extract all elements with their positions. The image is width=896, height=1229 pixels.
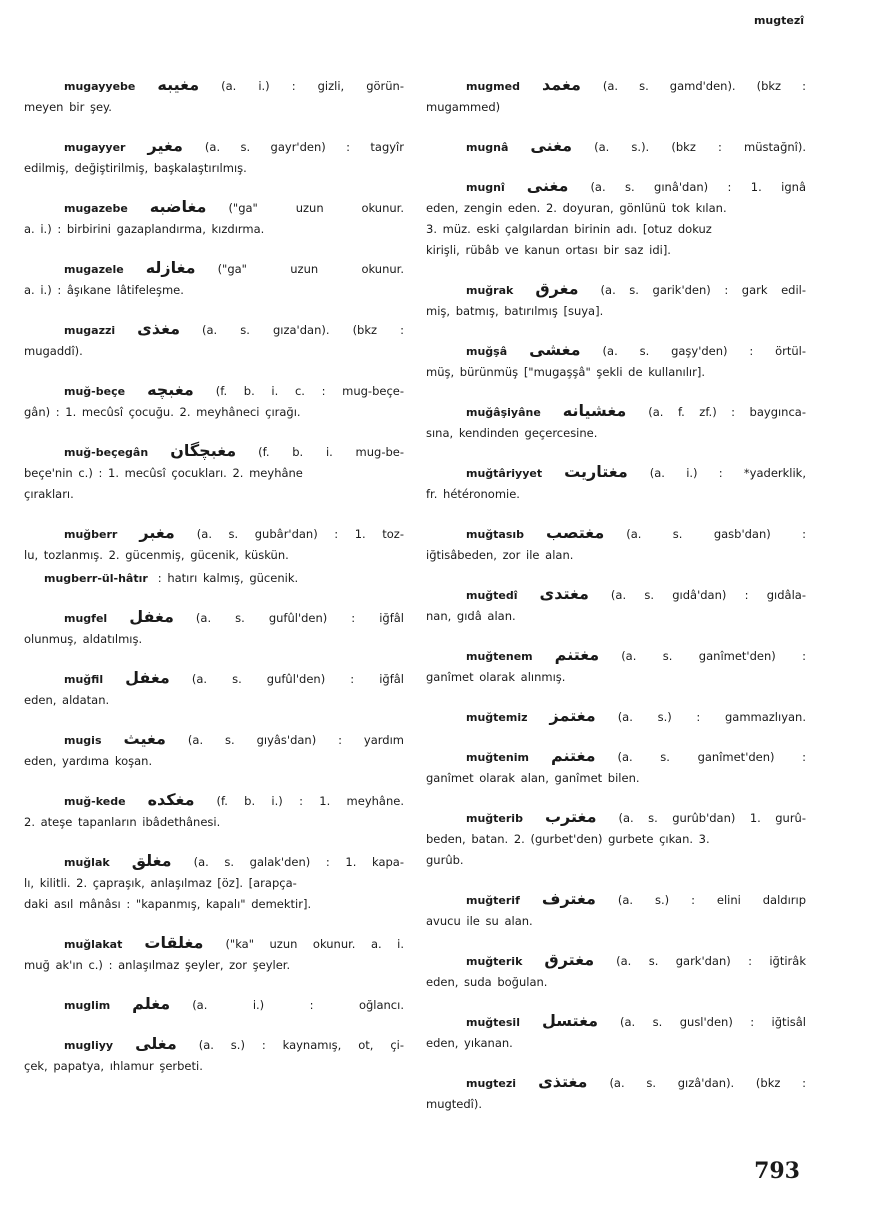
entry-arabic-script: مغذى — [137, 319, 181, 338]
dictionary-entry — [24, 568, 404, 589]
entry-lemma: muğterib — [466, 812, 523, 825]
entry-continuation-line: nan, gıdâ alan. — [426, 609, 516, 623]
entry-arabic-script: مغترف — [541, 889, 596, 908]
entry-arabic-script: مغيث — [123, 729, 166, 748]
entry-definition: (a. s. gufûl'den) : iğfâl — [195, 611, 404, 625]
dictionary-entry — [24, 440, 404, 505]
entry-arabic-script: مغرق — [535, 279, 579, 298]
entry-continuation-line: sına, kendinden geçercesine. — [426, 426, 598, 440]
entry-arabic-script: مغتنم — [554, 645, 600, 664]
dictionary-entry — [24, 667, 404, 711]
entry-lemma: mugayyebe — [64, 80, 136, 93]
entry-head-line — [24, 1033, 404, 1056]
entry-continuation-line: iğtisâbeden, zor ile alan. — [426, 548, 574, 562]
entry-continuation-line: olunmuş, aldatılmış. — [24, 632, 143, 646]
entry-definition: (a. i.) : *yaderklik, — [649, 466, 806, 480]
entry-continuation-line: ganîmet olarak alan, ganîmet bilen. — [426, 771, 640, 785]
entry-arabic-script: مغير — [147, 136, 183, 155]
entry-continuation-line: kirişli, rübâb ve kanun ortası bir saz idi]. — [426, 243, 671, 257]
entry-head-line — [426, 1010, 806, 1033]
entry-arabic-script: مغتصب — [546, 523, 605, 542]
dictionary-entry — [426, 74, 806, 118]
entry-lemma: mugmed — [466, 80, 520, 93]
entry-continuation-line: miş, batmış, batırılmış [suya]. — [426, 304, 604, 318]
entry-continuation-line: edilmiş, değiştirilmiş, başkalaştırılmış. — [24, 161, 247, 175]
entry-arabic-script: مغكده — [147, 790, 195, 809]
entry-definition: (a. s. garik'den) : gark edil- — [600, 283, 806, 297]
entry-definition: (a. s. gamd'den). (bkz : — [602, 79, 806, 93]
dictionary-entry — [24, 196, 404, 240]
dictionary-entry — [426, 806, 806, 871]
entry-lemma: muğlak — [64, 856, 110, 869]
entry-lemma: mugazzi — [64, 324, 116, 337]
entry-head-line — [24, 257, 404, 280]
entry-definition: (f. b. i. mug-be- — [258, 445, 404, 459]
entry-head-line — [24, 728, 404, 751]
entry-definition: (a. s.) : elini daldırıp — [617, 893, 806, 907]
entry-continuation-line: eden, yıkanan. — [426, 1036, 513, 1050]
entry-continuation-line: eden, aldatan. — [24, 693, 110, 707]
entry-lemma: muğtâriyyet — [466, 467, 543, 480]
dictionary-entry — [24, 993, 404, 1016]
entry-continuation-line: mugammed) — [426, 100, 501, 114]
entry-lemma: muğtedî — [466, 589, 518, 602]
entry-head-line — [426, 888, 806, 911]
entry-head-line — [426, 522, 806, 545]
entry-arabic-script: مغلق — [131, 851, 172, 870]
entry-lemma: mugfel — [64, 612, 108, 625]
entry-continuation-line: lı, kilitli. 2. çapraşık, anlaşılmaz [öz]. [arapça- — [24, 876, 297, 890]
dictionary-entry — [426, 400, 806, 444]
entry-definition: (a. s.) : gammazlıyan. — [617, 710, 806, 724]
entry-head-line — [24, 379, 404, 402]
entry-lemma: mugnî — [466, 181, 505, 194]
entry-definition: (a. i.) : gizli, görün- — [221, 79, 404, 93]
entry-continuation-line: müş, bürünmüş ["mugaşşâ" şekli de kullanılır]. — [426, 365, 705, 379]
entry-continuation-line: 2. ateşe tapanların ibâdethânesi. — [24, 815, 221, 829]
entry-lemma: mugtezi — [466, 1077, 517, 1090]
dictionary-entry — [24, 379, 404, 423]
entry-arabic-script: مغاضبه — [149, 197, 207, 216]
entry-arabic-script: مغلم — [132, 994, 171, 1013]
dictionary-entry — [426, 644, 806, 688]
entry-definition: (a. f. zf.) : baygınca- — [648, 405, 806, 419]
entry-arabic-script: مغفل — [129, 607, 174, 626]
entry-lemma: muğ-kede — [64, 795, 126, 808]
entry-lemma: mugliyy — [64, 1039, 114, 1052]
entry-head-line — [426, 705, 806, 728]
entry-arabic-script: مغبچه — [147, 380, 194, 399]
entry-continuation-line: a. i.) : âşıkane lâtifeleşme. — [24, 283, 184, 297]
dictionary-entry — [24, 74, 404, 118]
entry-continuation-line: gurûb. — [426, 853, 464, 867]
entry-lemma: muğterik — [466, 955, 523, 968]
entry-definition: (a. s. gızâ'dan). (bkz : — [609, 1076, 806, 1090]
entry-lemma: muğtemiz — [466, 711, 528, 724]
entry-lemma: muğberr — [64, 528, 118, 541]
entry-lemma: mugberr-ül-hâtır — [44, 572, 148, 585]
entry-lemma: muğtenim — [466, 751, 529, 764]
dictionary-entry — [426, 745, 806, 789]
entry-head-line — [426, 949, 806, 972]
entry-continuation-line: mugtedî). — [426, 1097, 483, 1111]
entry-definition: (a. s. ganîmet'den) : — [621, 649, 806, 663]
entry-arabic-script: مغترق — [544, 950, 595, 969]
entry-definition: ("ga" uzun okunur. — [228, 201, 404, 215]
entry-arabic-script: مغشيانه — [562, 401, 627, 420]
dictionary-entry — [24, 257, 404, 301]
entry-arabic-script: مغترب — [544, 807, 597, 826]
entry-continuation-line: a. i.) : birbirini gazaplandırma, kızdırma. — [24, 222, 265, 236]
dictionary-entry — [426, 888, 806, 932]
dictionary-entry — [24, 932, 404, 976]
entry-head-line — [426, 644, 806, 667]
dictionary-entry — [24, 318, 404, 362]
dictionary-entry — [24, 728, 404, 772]
entry-definition: (a. s. gıdâ'dan) : gıdâla- — [610, 588, 806, 602]
entry-arabic-script: مغشى — [529, 340, 581, 359]
entry-lemma: mugayyer — [64, 141, 126, 154]
entry-continuation-line: meyen bir şey. — [24, 100, 112, 114]
entry-definition: (a. s. gubâr'dan) : 1. toz- — [196, 527, 404, 541]
entry-lemma: muğ-beçegân — [64, 446, 149, 459]
entry-continuation-line: mugaddî). — [24, 344, 83, 358]
dictionary-entry — [426, 949, 806, 993]
right-column — [426, 74, 806, 1132]
entry-continuation-line: avucu ile su alan. — [426, 914, 533, 928]
entry-lemma: muğlakat — [64, 938, 123, 951]
entry-continuation-line: lu, tozlanmış. 2. gücenmiş, gücenik, küskün. — [24, 548, 289, 562]
dictionary-entry — [426, 583, 806, 627]
dictionary-entry — [24, 606, 404, 650]
entry-definition: (a. s. gusl'den) : iğtisâl — [620, 1015, 806, 1029]
entry-definition: (a. s.) : kaynamış, ot, çi- — [198, 1038, 404, 1052]
entry-continuation-line: beden, batan. 2. (gurbet'den) gurbete çıkan. 3. — [426, 832, 710, 846]
entry-lemma: muğâşiyâne — [466, 406, 541, 419]
entry-lemma: mugis — [64, 734, 102, 747]
entry-head-line — [426, 339, 806, 362]
entry-arabic-script: مغازله — [145, 258, 196, 277]
entry-continuation-line: 3. müz. eski çalgılardan birinin adı. [otuz dokuz — [426, 222, 712, 236]
dictionary-entry — [426, 1010, 806, 1054]
dictionary-entry — [24, 522, 404, 566]
entry-head-line — [426, 806, 806, 829]
entry-lemma: muglim — [64, 999, 111, 1012]
entry-definition: (a. s. gasb'dan) : — [626, 527, 806, 541]
entry-lemma: mugazebe — [64, 202, 128, 215]
entry-continuation-line: eden, yardıma koşan. — [24, 754, 153, 768]
entry-continuation-line: daki asıl mânâsı : "kapanmış, kapalı" demektir]. — [24, 897, 312, 911]
entry-lemma: muğfil — [64, 673, 104, 686]
entry-head-line — [426, 175, 806, 198]
entry-head-line — [426, 400, 806, 423]
entry-definition: ("ka" uzun okunur. a. i. — [225, 937, 404, 951]
entry-lemma: muğ-beçe — [64, 385, 126, 398]
entry-arabic-script: مغتاريت — [564, 462, 628, 481]
dictionary-entry — [426, 175, 806, 261]
entry-definition: ("ga" uzun okunur. — [217, 262, 404, 276]
entry-head-line — [426, 583, 806, 606]
entry-continuation-line: çek, papatya, ıhlamur şerbeti. — [24, 1059, 203, 1073]
entry-definition: (a. s. gark'dan) : iğtirâk — [616, 954, 806, 968]
entry-arabic-script: مغمد — [541, 75, 581, 94]
entry-definition: (f. b. i.) : 1. meyhâne. — [216, 794, 404, 808]
dictionary-entry — [24, 850, 404, 915]
dictionary-entry — [426, 1071, 806, 1115]
entry-lemma: muğtasıb — [466, 528, 525, 541]
entry-arabic-script: مغفل — [125, 668, 170, 687]
entry-definition: (f. b. i. c. : mug-beçe- — [215, 384, 404, 398]
entry-arabic-script: مغبر — [139, 523, 175, 542]
entry-lemma: muğrak — [466, 284, 514, 297]
entry-head-line — [24, 606, 404, 629]
entry-head-line — [426, 745, 806, 768]
entry-arabic-script: مغلقات — [144, 933, 204, 952]
entry-head-line — [24, 440, 404, 463]
entry-head-line — [24, 318, 404, 341]
dictionary-entry — [426, 461, 806, 505]
entry-continuation-line: fr. hétéronomie. — [426, 487, 520, 501]
dictionary-entry — [426, 278, 806, 322]
entry-continuation-line: çırakları. — [24, 487, 74, 501]
dictionary-entry — [426, 522, 806, 566]
dictionary-entry — [24, 1033, 404, 1077]
entry-lemma: mugnâ — [466, 141, 509, 154]
left-column — [24, 74, 404, 1094]
entry-definition: (a. s. ganîmet'den) : — [617, 750, 806, 764]
entry-head-line — [426, 461, 806, 484]
entry-continuation-line: gân) : 1. mecûsî çocuğu. 2. meyhâneci çırağı. — [24, 405, 301, 419]
entry-definition: (a. s. galak'den) : 1. kapa- — [193, 855, 404, 869]
entry-arabic-script: مغتمز — [549, 706, 596, 725]
page-number: 793 — [754, 1158, 800, 1184]
entry-continuation-line: ganîmet olarak alınmış. — [426, 670, 566, 684]
dictionary-entry — [24, 135, 404, 179]
entry-continuation-line: beçe'nin c.) : 1. mecûsî çocukları. 2. meyhâne — [24, 466, 303, 480]
entry-head-line — [24, 789, 404, 812]
entry-head-line — [24, 196, 404, 219]
entry-continuation-line: eden, zengin eden. 2. doyuran, gönlünü tok kılan. — [426, 201, 727, 215]
entry-arabic-script: مغتدى — [539, 584, 589, 603]
running-head: mugtezî — [753, 14, 804, 27]
entry-definition: (a. s.). (bkz : müstağnî). — [594, 140, 806, 154]
entry-head-line — [426, 74, 806, 97]
entry-head-line — [24, 993, 404, 1016]
entry-lemma: muğtesil — [466, 1016, 520, 1029]
entry-head-line — [24, 135, 404, 158]
entry-definition: (a. s. gayr'den) : tagyîr — [204, 140, 404, 154]
entry-head-line — [24, 568, 404, 589]
entry-head-line — [426, 1071, 806, 1094]
entry-definition: (a. s. gıyâs'dan) : yardım — [187, 733, 404, 747]
entry-continuation-line: eden, suda boğulan. — [426, 975, 548, 989]
entry-arabic-script: مغبچگان — [170, 441, 237, 460]
entry-arabic-script: مغتنم — [550, 746, 596, 765]
entry-definition: (a. i.) : oğlancı. — [192, 998, 404, 1012]
entry-head-line — [24, 667, 404, 690]
dictionary-entry — [426, 135, 806, 158]
entry-definition: (a. s. gaşy'den) : örtül- — [602, 344, 806, 358]
entry-head-line — [426, 278, 806, 301]
entry-lemma: mugazele — [64, 263, 124, 276]
entry-arabic-script: مغتذى — [538, 1072, 588, 1091]
entry-head-line — [24, 932, 404, 955]
entry-definition: (a. s. gınâ'dan) : 1. ignâ — [590, 180, 806, 194]
entry-head-line — [24, 74, 404, 97]
entry-arabic-script: مغلى — [135, 1034, 177, 1053]
entry-head-line — [24, 850, 404, 873]
entry-arabic-script: مغنى — [530, 136, 573, 155]
entry-continuation-line: muğ ak'ın c.) : anlaşılmaz şeyler, zor şeyler. — [24, 958, 291, 972]
entry-definition: (a. s. gıza'dan). (bkz : — [202, 323, 404, 337]
entry-definition: (a. s. gufûl'den) : iğfâl — [191, 672, 404, 686]
entry-arabic-script: مغتسل — [541, 1011, 599, 1030]
entry-definition: : hatırı kalmış, gücenik. — [157, 571, 299, 585]
dictionary-entry — [426, 705, 806, 728]
entry-arabic-script: مغنى — [526, 176, 569, 195]
entry-lemma: muğterif — [466, 894, 520, 907]
entry-lemma: muğşâ — [466, 345, 508, 358]
entry-head-line — [24, 522, 404, 545]
dictionary-entry — [24, 789, 404, 833]
dictionary-entry — [426, 339, 806, 383]
entry-lemma: muğtenem — [466, 650, 533, 663]
entry-definition: (a. s. gurûb'dan) 1. gurû- — [618, 811, 806, 825]
entry-arabic-script: مغيبه — [157, 75, 200, 94]
entry-head-line — [426, 135, 806, 158]
